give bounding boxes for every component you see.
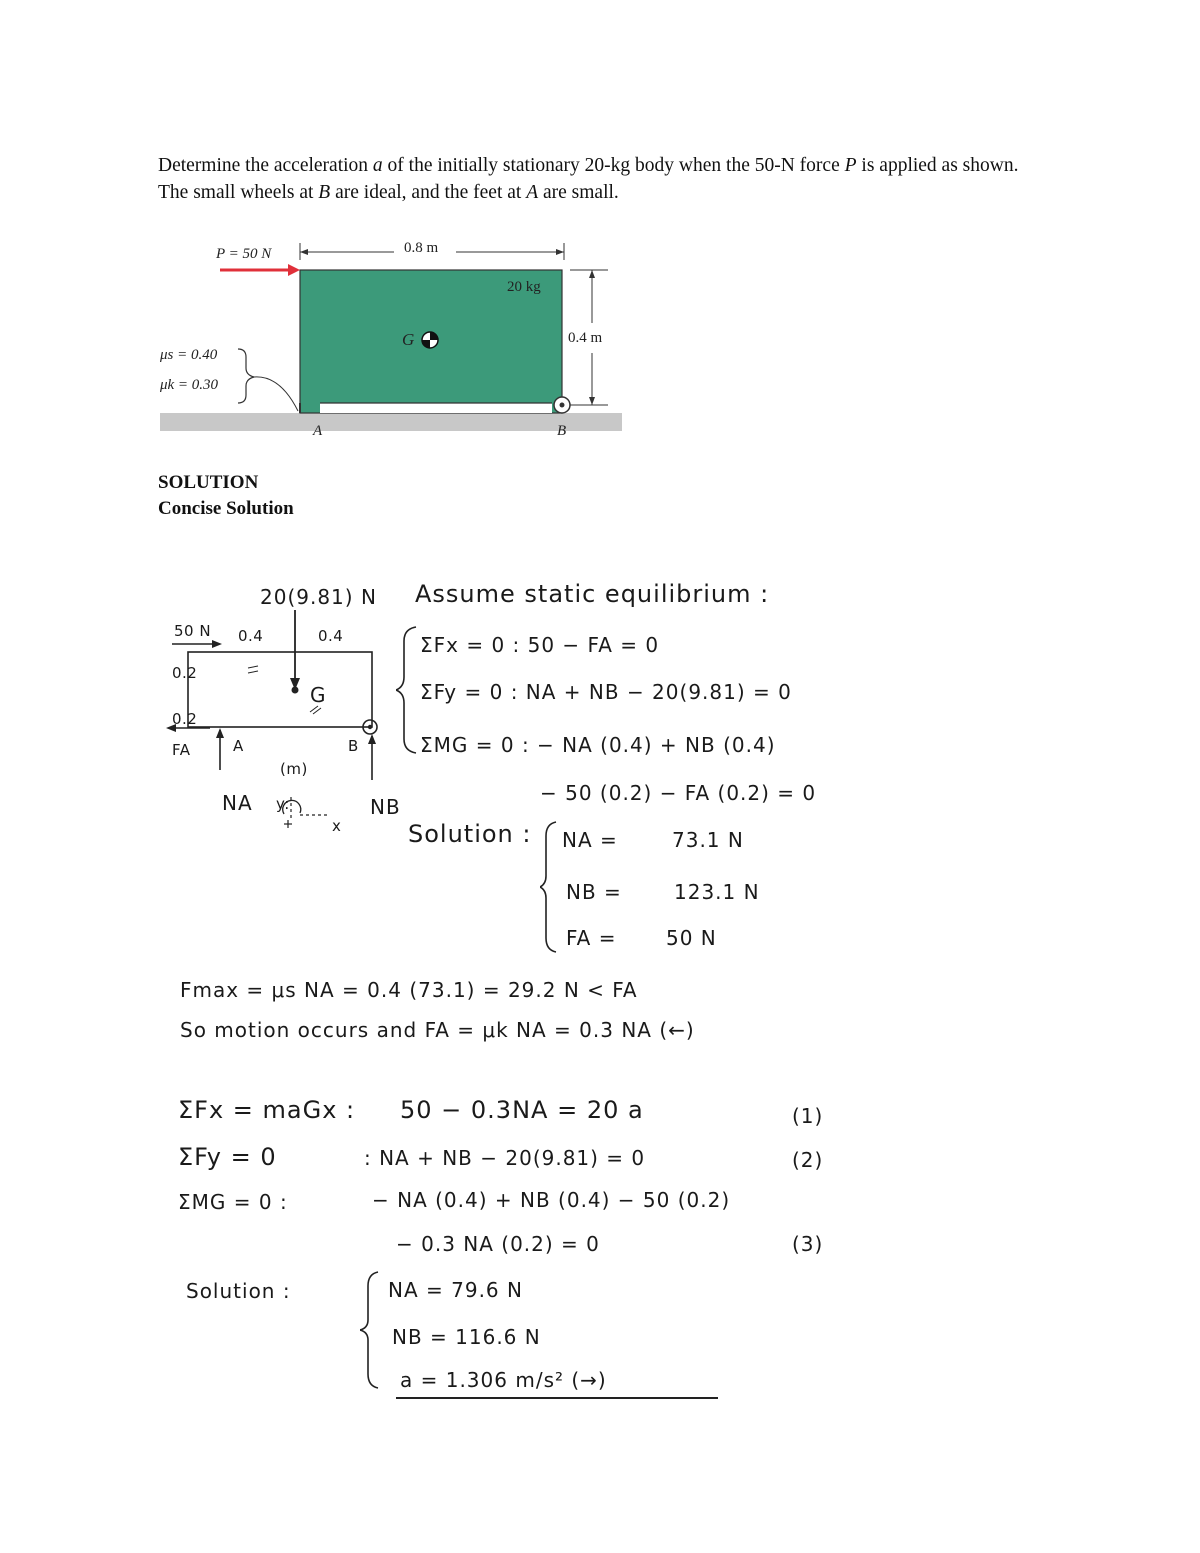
- dyn-eq2-number: (2): [792, 1148, 824, 1172]
- center-label: G: [402, 330, 415, 349]
- dyn-na: NA = 79.6 N: [388, 1278, 523, 1302]
- mu-s-label: μs = 0.40: [160, 347, 218, 363]
- dyn-eq2-right: : NA + NB − 20(9.81) = 0: [364, 1146, 646, 1170]
- static-eq1: ΣFx = 0 : 50 − FA = 0: [420, 633, 660, 657]
- fbd-d2: 0.4: [318, 627, 344, 645]
- fbd-m: (m): [280, 760, 308, 778]
- fbd-x: x: [332, 817, 342, 835]
- static-solution-brace: [540, 820, 560, 955]
- dyn-eq1-right: 50 − 0.3NA = 20 a: [400, 1096, 644, 1124]
- static-nb-value: 123.1 N: [674, 880, 760, 904]
- dyn-a: a = 1.306 m/s² (→): [400, 1368, 607, 1392]
- mass-label: 20 kg: [507, 279, 541, 295]
- answer-underline: [396, 1397, 718, 1399]
- fbd-axes: y:: [276, 795, 290, 813]
- width-label: 0.8 m: [404, 240, 439, 256]
- dyn-eq3-number: (3): [792, 1232, 824, 1256]
- force-arrowhead: [288, 264, 300, 276]
- fbd-h1: 0.2: [172, 664, 198, 682]
- static-eq2: ΣFy = 0 : NA + NB − 20(9.81) = 0: [420, 680, 792, 704]
- fbd-force: 50 N: [174, 622, 212, 640]
- dyn-solution-brace: [360, 1270, 382, 1390]
- fbd-body: [188, 652, 372, 727]
- static-eq3: ΣMG = 0 : − NA (0.4) + NB (0.4): [420, 733, 776, 757]
- static-na-value: 73.1 N: [672, 828, 744, 852]
- point-b-label: B: [557, 423, 567, 439]
- static-nb: NB =: [566, 880, 622, 904]
- static-brace: [396, 625, 420, 755]
- solution-heading: SOLUTION: [158, 472, 259, 493]
- fbd-nb: NB: [370, 795, 401, 819]
- fbd-g: G: [310, 683, 327, 707]
- fbd-b: B: [348, 737, 359, 755]
- assume-line: Assume static equilibrium :: [415, 580, 770, 608]
- static-na: NA =: [562, 828, 618, 852]
- dyn-eq3-right: − NA (0.4) + NB (0.4) − 50 (0.2): [372, 1188, 731, 1212]
- solution-subheading: Concise Solution: [158, 498, 294, 519]
- fbd-na: NA: [222, 791, 253, 815]
- dyn-eq1-left: ΣFx = maGx :: [178, 1096, 356, 1124]
- friction-line-1: Fmax = μs NA = 0.4 (73.1) = 29.2 N < FA: [180, 978, 638, 1002]
- fbd-fa: FA: [172, 741, 191, 759]
- fbd-h2: 0.2: [172, 710, 198, 728]
- ground: [160, 413, 622, 431]
- friction-line-2: So motion occurs and FA = μk NA = 0.3 NA (←): [180, 1018, 695, 1042]
- static-eq3b: − 50 (0.2) − FA (0.2) = 0: [540, 781, 817, 805]
- center-of-mass-icon: [422, 332, 438, 348]
- point-a-label: A: [313, 423, 323, 439]
- dyn-solution-label: Solution :: [186, 1279, 291, 1303]
- dyn-eq3b: − 0.3 NA (0.2) = 0: [396, 1232, 600, 1256]
- static-fa: FA =: [566, 926, 617, 950]
- fbd-d1: 0.4: [238, 627, 264, 645]
- fbd-weight: 20(9.81) N: [260, 585, 377, 609]
- dyn-eq1-number: (1): [792, 1104, 824, 1128]
- mu-k-label: μk = 0.30: [160, 377, 219, 393]
- problem-statement: Determine the acceleration a of the initially stationary 20-kg body when the 50-N force P is applied as shown. The small wheels at B are ideal, and the feet at A are small.: [158, 155, 1019, 203]
- fbd-a: A: [233, 737, 244, 755]
- dyn-eq3-left: ΣMG = 0 :: [178, 1190, 288, 1214]
- static-fa-value: 50 N: [666, 926, 717, 950]
- dyn-nb: NB = 116.6 N: [392, 1325, 541, 1349]
- force-label: P = 50 N: [216, 246, 272, 262]
- dyn-eq2-left: ΣFy = 0: [178, 1143, 277, 1171]
- height-label: 0.4 m: [568, 330, 603, 346]
- static-solution-label: Solution :: [408, 820, 532, 848]
- gap: [320, 403, 552, 413]
